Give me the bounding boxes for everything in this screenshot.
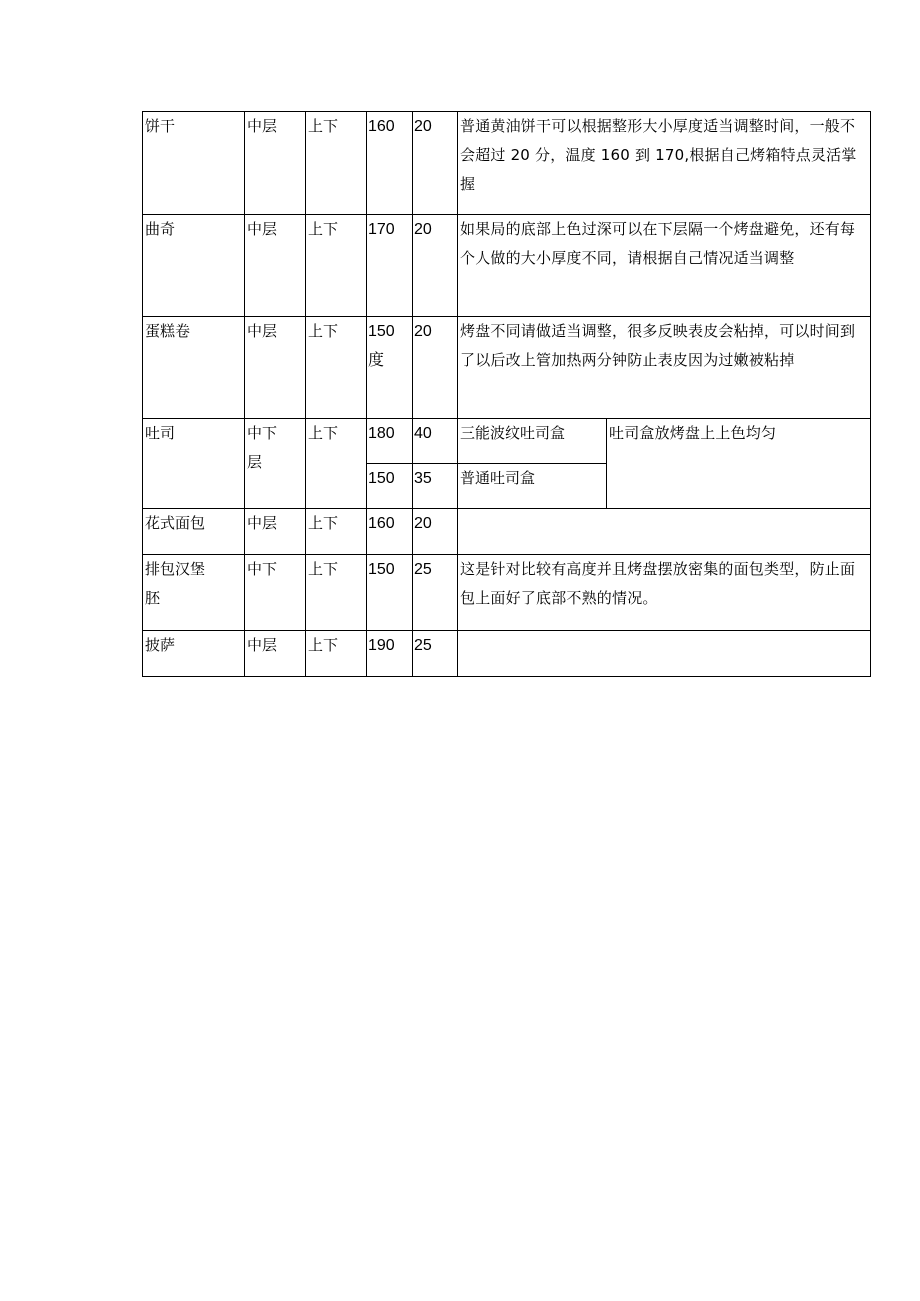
heat-mode: 上下 (306, 317, 367, 419)
note: 这是针对比较有高度并且烤盘摆放密集的面包类型，防止面包上面好了底部不熟的情况。 (458, 555, 871, 631)
bake-time: 35 (413, 464, 458, 509)
bake-time: 20 (413, 112, 458, 215)
bake-time: 25 (413, 631, 458, 677)
item-name: 曲奇 (143, 215, 245, 317)
note: 普通黄油饼干可以根据整形大小厚度适当调整时间，一般不会超过 20 分，温度 160 到 170,根据自己烤箱特点灵活掌握 (458, 112, 871, 215)
rack-layer: 中下层 (247, 424, 278, 471)
item-name: 披萨 (143, 631, 245, 677)
note (458, 509, 871, 555)
item-name: 花式面包 (143, 509, 245, 555)
table-row (143, 509, 871, 555)
heat-mode: 上下 (306, 509, 367, 555)
note (458, 631, 871, 677)
table-row (143, 215, 871, 317)
item-name-cell (143, 555, 245, 631)
temperature: 150 度 (368, 323, 395, 369)
rack-layer: 中层 (245, 631, 306, 677)
temperature: 160 (367, 509, 413, 555)
temperature: 180 (367, 419, 413, 464)
temperature: 190 (367, 631, 413, 677)
bake-time: 20 (413, 317, 458, 419)
heat-mode: 上下 (306, 215, 367, 317)
temperature: 150 (367, 464, 413, 509)
toast-box-type: 普通吐司盒 (458, 464, 607, 509)
note: 吐司盒放烤盘上上色均匀 (607, 419, 871, 509)
temperature-cell (367, 317, 413, 419)
heat-mode: 上下 (306, 112, 367, 215)
table-row (143, 112, 871, 215)
table-row (143, 555, 871, 631)
table-row (143, 631, 871, 677)
bake-time: 20 (413, 509, 458, 555)
table-row (143, 419, 871, 464)
note: 如果局的底部上色过深可以在下层隔一个烤盘避免，还有每个人做的大小厚度不同，请根据自己情况适当调整 (458, 215, 871, 317)
rack-layer-cell (245, 419, 306, 509)
rack-layer: 中层 (245, 317, 306, 419)
item-name: 饼干 (143, 112, 245, 215)
heat-mode: 上下 (306, 631, 367, 677)
table-row (143, 317, 871, 419)
baking-table (142, 111, 871, 677)
heat-mode: 上下 (306, 555, 367, 631)
bake-time: 25 (413, 555, 458, 631)
temperature: 160 (367, 112, 413, 215)
bake-time: 40 (413, 419, 458, 464)
toast-box-type: 三能波纹吐司盒 (458, 419, 607, 464)
item-name: 蛋糕卷 (143, 317, 245, 419)
note: 烤盘不同请做适当调整，很多反映表皮会粘掉，可以时间到了以后改上管加热两分钟防止表皮因为过嫩被粘掉 (458, 317, 871, 419)
rack-layer: 中层 (245, 112, 306, 215)
item-name: 吐司 (143, 419, 245, 509)
temperature: 150 (367, 555, 413, 631)
heat-mode: 上下 (306, 419, 367, 509)
rack-layer: 中下 (245, 555, 306, 631)
bake-time: 20 (413, 215, 458, 317)
item-name: 排包汉堡胚 (145, 560, 206, 607)
rack-layer: 中层 (245, 215, 306, 317)
temperature: 170 (367, 215, 413, 317)
rack-layer: 中层 (245, 509, 306, 555)
